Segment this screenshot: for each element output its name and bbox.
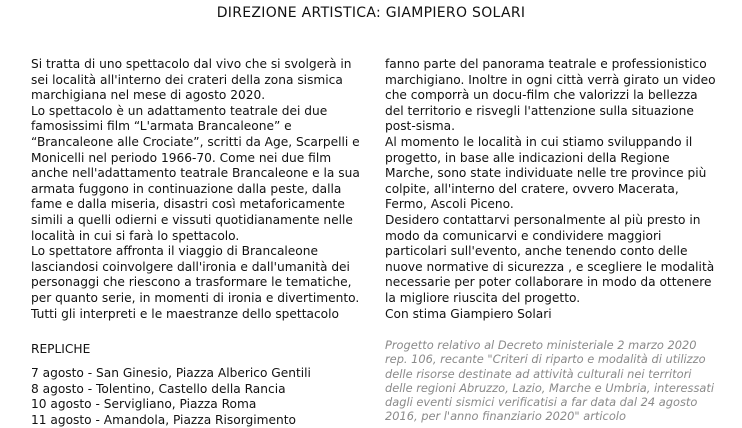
right-text-column [385,57,720,322]
paragraph: Tutti gli interpreti e le maestranze dello spettacolo [31,306,339,321]
decree-note: Progetto relativo al Decreto ministeriale 2 marzo 2020 rep. 106, recante "Criteri di riparto e modalità di utilizzo delle risorse destinate ad attività culturali nei territori delle regioni Abruzzo, Lazio, Marche e Umbria, interessati dagli eventi sismici verificatisi a far data dal 24 agosto 2016, per l'anno finanziario 2020" articolo [385,338,715,424]
left-text-column [31,57,366,322]
paragraph: fanno parte del panorama teatrale e professionistico marchigiano. Inoltre in ogni città verrà girato un video che comporrà un docu-film che valorizzi la bellezza del territorio e risvegli l'attenzione sulla situazione post-sisma. [385,57,716,134]
paragraph: Desidero contattarvi personalmente al più presto in modo da comunicarvi e condividere maggiori particolari sull'evento, anche tenendo conto delle nuove normative di sicurezza , e scegliere le modalità necessarie per poter collaborare in modo da ottenere la migliore riuscita del progetto. [385,212,715,305]
paragraph: Lo spettatore affronta il viaggio di Brancaleone lasciandosi coinvolgere dall'ironia e dall'umanità dei personaggi che riescono a trasformare le tematiche, per quanto serie, in momenti di ironia e divertimento. [31,244,360,305]
page-title: DIREZIONE ARTISTICA: GIAMPIERO SOLARI [216,5,526,21]
paragraph: Si tratta di uno spettacolo dal vivo che si svolgerà in sei località all'interno dei crateri della zona sismica marchigiana nel mese di agosto 2020. [31,57,352,103]
list-item: 11 agosto - Amandola, Piazza Risorgimento [31,412,296,427]
repliche-heading: REPLICHE [31,342,91,356]
list-item: 10 agosto - Servigliano, Piazza Roma [31,397,257,412]
repliche-list [31,366,351,428]
signature-line: Con stima Giampiero Solari [385,306,552,321]
paragraph: Lo spettacolo è un adattamento teatrale dei due famosissimi film “L'armata Brancaleone” e “Brancaleone alle Crociate”, scritti da Age, Scarpelli e Monicelli nel periodo 1966-70. Come nei due film anche nell'adattamento teatrale Brancaleone e la sua armata fuggono in continuazione dalla peste, dalla fame e dalla miseria, disastri così metaforicamente simili a quelli odierni e vissuti quotidianamente nelle località in cui si farà lo spettacolo. [31,103,360,243]
list-item: 7 agosto - San Ginesio, Piazza Alberico Gentili [31,366,311,380]
list-item: 8 agosto - Tolentino, Castello della Rancia [31,381,286,396]
paragraph: Al momento le località in cui stiamo sviluppando il progetto, in base alle indicazioni della Regione Marche, sono state individuate nelle tre province più colpite, all'interno del cratere, ovvero Macerata, Fermo, Ascoli Piceno. [385,134,707,212]
